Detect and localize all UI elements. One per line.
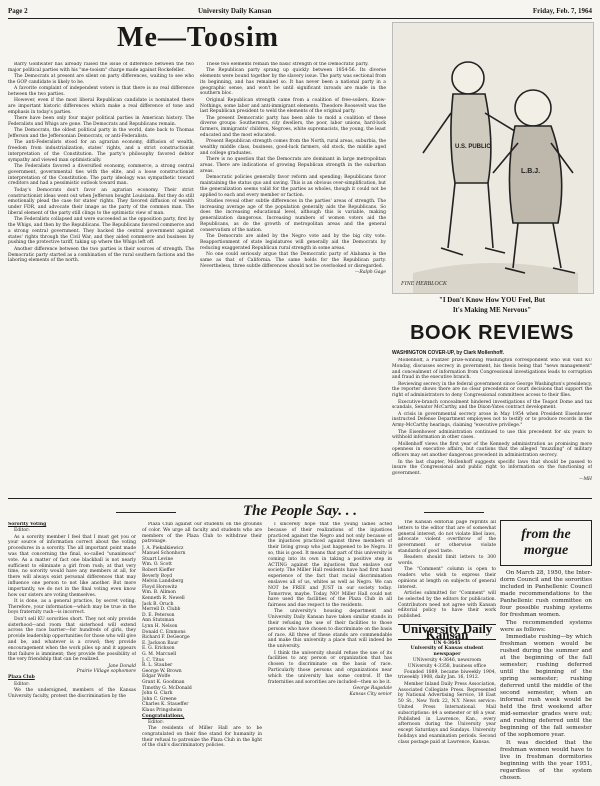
paragraph: A crisis in governmental secrecy arose in May 1954 when President Eisenhower instructed Defense Department employees not to testify or to produce records in the Army-McCarthy hearings, claiming "executive privilege." [392,411,592,429]
paragraph: Present Republican strength comes from the North, rural areas, suburbia, the wealthy middle class, business, good-luck farmers, old stock, the middle aged and college graduates. [200,139,386,156]
paper-name: University Daily Kansan [198,7,272,15]
paragraph: Barry Goldwater has already raised the issue of difference between the two major political parties with his "me-tooism" charge made against Rockefeller. [8,62,194,73]
signatory-name: D. E. Peterson [142,612,175,618]
paragraph: On March 28, 1950, the Inter-dorm Council and the sororities included in Panhellenic Council made recommendations to the Panhellenic rush committee on four possible rushing systems for freshman women. [500,570,592,618]
letters-col1 [8,522,136,782]
signatory-name: John G. Clark [142,691,173,697]
signatory-name: Robert Kieffer [142,568,175,574]
signatory-name: Jack B. Oruch [142,601,174,607]
paragraph: In the last chapter, Mollenhoff suggests specific laws that should be passed to insure the Congressional and public right to information on the functioning of government. [392,459,592,477]
phone-newsroom: UNiversity 4-3646, newsroom [412,658,482,664]
cartoon-caption [392,295,592,315]
section-divider [8,498,592,499]
paragraph: The Federalists favored a diversified economy, commerce, a strong central government, governmental ties with the elite, and a loose constructionist interpretation of the Constitution. The party ideology was sympathetic toward creditors and had a pessimistic outlook toward man. [8,164,194,187]
signatory-name: Grant K. Goodman [142,679,185,685]
paragraph: Another difference between the two parties is their sources of strength. The Democratic party started as a combination of the rural southern factions and the laboring elements of the north. [8,246,194,264]
signatory-name: Stuart Levine [142,556,174,562]
paragraph: There is no question that the Democrats are dominant in large metropolitan areas. There are indications of growing Republican strength in the suburban areas. [200,157,386,174]
signatory-name: E. Jackson Baur [142,640,179,646]
signatory-name: Edgar Wolfe [142,674,171,680]
signatory-name: Charles K. Staueffer [142,702,189,708]
editorial-cartoon [392,22,594,294]
paragraph: As a sorority member I feel that I must get you or your source of information correct about the voting procedures in a sorority. The all important point made was that concerning the final, so-called "unanimous" vote. As a matter of fact one blackball is not nearly sufficient to eliminate a girl from rush; at that very time, no sorority would have any members at all, for there will always exist personal differences that may influence one person to not like another. But more importantly, we do not in the final voting even know how our sisters are voting themselves. [8,534,136,598]
letter-heading: Sorority Voting [8,522,47,527]
letter-salutation: Editor: [148,719,164,725]
paragraph: The Eisenhower administration continued to use this precedent for six years to withhold information in other cases. [392,429,592,441]
paragraph: Immediate rushing—by which freshman women would be rushed during the summer and at the beginning of the fall semester; rushing deferred until the beginning of the spring semester; rushing deferred until the middle of the second semester, when an informal rush week would be held the first weekend after mid-semester grades were out; and rushing deferred until the beginning of the fall semester of the sophomore year. [500,634,592,738]
letter-salutation: Editor: [14,528,30,534]
paragraph: Reviewing secrecy in the federal government since George Washington's presidency, the reporter shows there are no clear precedents or court decisions that support the right of administrators to deny Congressional committees access to their files. [392,381,592,399]
signatory-name: Ann Stutsman [142,618,175,624]
kansan-logo: University Daily Kansan [398,624,496,640]
paragraph: Plaza Club against our students on the grounds of color. We urge all faculty and students who are members of the Plaza Club to withdraw their patronage. [142,522,262,545]
paragraph: These two elements remain the basic strength of the Democratic party. [206,62,369,67]
paragraph: The anti-Federalists stood for an agrarian economy, diffusion of wealth, freedom from industrialization, states' rights, and a strict constructionist interpretation of the Constitution. The party's philosophy favored debtor sympathy and viewed man optimistically. [8,140,194,163]
paragraph: Studies reveal other subtle differences in the parties' areas of strength. The increasing average age of the population generally aids the Republicans. So does the increasing educational level, although this is variable, making generalization dangerous. Increasing numbers of women voters aid the Republicans, as do the growth of metropolitan areas and the general conservatism of the nation. [200,198,386,233]
phone: UN 4-3645 [433,640,461,646]
paragraph: The residents of Miller Hall are to be congratulated on their fine stand for humanity in their refusal to patronize the Plaza Club in the light of the club's discriminatory policies. [142,726,262,749]
signatory-name: Donald C. Emmons [142,629,186,635]
signatory-name: Manuel Schonhorn [142,551,186,557]
caption-line: "I Don't Know How YOU Feel, But [438,296,546,304]
morgue-title: from the morgue [500,520,592,566]
issue-date: Friday, Feb. 7, 1964 [532,7,592,15]
paragraph: We the undersigned, members of the Kansas University faculty, protest the discrimination by the [8,687,136,699]
book-reviews-title: BOOK REVIEWS [410,322,574,344]
signatory-name: Klaus Pringsheim [142,707,183,713]
signatory-name: Richard F. DeGeorge [142,635,190,641]
phone-business: UNiversity 4-3358, business office [407,663,487,669]
paragraph: The Democrats, the oldest political party in the world, date back to Thomas Jefferson and the Jeffersonian Democrats, or anti-Federalists. [8,128,194,140]
letters-col3 [268,522,392,782]
letter-heading: Plaza Club [8,675,35,681]
editorial-signature: —Ralph Gage [354,269,386,275]
policy-box [398,520,496,782]
paragraph: The Democrats at present are silent on party differences, waiting to see who the GOP candidate is likely to be. [8,74,194,85]
paragraph: However, even if the most liberal Republican candidate is nominated there are important historic differences which make a real difference of tone and emphasis in today's parties. [8,98,194,115]
signatory-name: E. G. Erickson [142,646,175,652]
paragraph: The university's housing department and University Daily Kansan have taken similar stands in their refusing the use of their facilities to those persons who have chosen to discriminate on the basis of race. All three of these stands are commendable and make this university a place that will indeed be the university. [268,609,392,650]
page-number: Page 2 [8,7,28,15]
signatory-name: G. M. Marcuell [142,651,177,657]
paragraph: The Democrats are aided by the Negro vote and by the big city vote. Reapportionment of state legislatures will generally aid the Democrats by reducing exaggerated Republican rural strength in some areas. [200,234,386,251]
paragraph: The Republican party sprang up quickly between 1854-56. Its diverse elements were bound together by the slavery issue. The party was sectional from its beginning, and has remained so. It has never been a national party in a geographic sense, and won't be until significant inroads are made in the southern bloc. [200,68,386,97]
paragraph: It was decided that the freshman women would have to live in freshman dormitories beginning with the year 1951, regardless of the system chosen. [500,739,592,781]
paragraph: It is done, as a general practice, by secret voting. Therefore, your information—which may be true in the boys fraternity rush—is incorrect. [8,598,136,616]
letter-signature: George Ragsdale [352,685,392,691]
paragraph: I think the university should refuse the use of its facilities to any person or organization that has chosen to discriminate on the basis of race. Particularly those persons and organizations near which the university has some control. If the fraternities and sororities are included—then so be it. [268,650,392,685]
letter-signature-title: Prairie Village sophomore [76,669,136,675]
paragraph: There have been only four major political parties in American history. The Federalists and Whigs are gone. The Democrats and Republicans remain. [8,116,194,127]
signatory-name: J. C. Titus [142,657,164,663]
signatory-name: J. A. Piekalkiewicz [142,545,184,551]
signatory-name: Melvin Landsberg [142,579,184,585]
signatory-name: Merrell D. Clubb [142,607,181,613]
signatory-name: Wm. O. Scott [142,562,172,568]
signatory-name: John C. Greene [142,696,177,702]
book-review-signature: —MH [578,477,592,483]
paragraph: Articles submitted for "Comment" will be selected by the editors for publication. Contributors need not agree with Kansan editorial policy to have their work published. [398,591,496,620]
letter-signature: Jane Donald [108,663,136,669]
paragraph: Executive-branch concealment hindered investigations of the Teapot Dome and tax scandals, Senator McCarthy, and the Dixon-Yates contract development. [392,399,592,411]
paragraph: Don't sell KU sororities short. They not only provide sisterhood—and room that sisterhood will extend across the race barrier—for hundreds of girls, they provide leadership opportunities for those who will give and be, and whatever is a crowd; they provide encouragement when the work piles up and it appears that failure is imminent; they provide the possibility of the very friendship that can be realized. [8,616,136,663]
letters-col2 [142,522,262,782]
signatory-name: Timothy G. McDonald [142,685,192,691]
letter-salutation: Editor: [14,681,30,687]
founded: Founded 1889, became biweekly 1904, triweekly 1908, daily Jan. 16, 1912. [398,669,496,681]
paragraph: The present Democratic party has been able to mold a coalition of these diverse groups: Southerners, city dwellers, the poor, labor unions, hard-luck farmers, immigrants' children, Negroes, white supremacists, the young, the least educated and the most educated. [200,115,386,139]
editorial-col1 [8,62,194,494]
signatory-name: George W. Brown [142,668,182,674]
cartoon-drawing [393,23,593,293]
paragraph: The Kansan editorial page reprints all letters to the editor that are of somewhat general interest, do not violate libel laws, advocate violent overthrow of the government or otherwise violate standards of good taste. [398,520,496,554]
signatory-name: Beverly Boyd [142,573,173,579]
paragraph: The recommended systems were as follows: [500,619,592,633]
owner: University of Kansas student newspaper [410,646,484,658]
letter-heading: Congratulations, [142,713,185,719]
letter-signature-title: Kansas City senior [349,691,392,697]
paragraph: Readers should limit letters to 300 words. [398,555,496,567]
paragraph: The "Comment" column is open to readers who wish to express their opinions at length on subjects of general interest. [398,567,496,590]
cartoon-label: L.B.J. [521,168,541,175]
paragraph: Mollenhoff views the first year of the Kennedy administration as promising more openness in executive affairs, but cautions that the alleged "muzzling" of military officers may set another dangerous precedent in administration secrecy. [392,441,592,459]
editorial-col2 [200,62,386,494]
cartoon-label: U.S. PUBLIC [455,144,491,150]
paragraph: No one could seriously argue that the Democratic party of Alabama is the same as that of California. The same holds for the Republican party. Nevertheless, three subtle differences should not be overlooked or disregarded. [200,252,386,269]
book-review-body [392,358,592,494]
paragraph: Mollenhoff, a Pulitzer prize-winning Washington correspondent who will visit KU Monday, discusses secrecy in government, his thesis being that "news management" and concealment of information from Congressional investigations leads to corruption and fraud in the executive branch. [392,358,592,381]
cartoon-signature: FINE HERBLOCK [401,281,447,287]
from-the-morgue [500,520,592,782]
paragraph: Today's Democrats don't favor an agrarian economy. Their strict constructionist ideas went out when Jefferson bought Louisiana. But they do still emotionally plead the case for states' rights. They favored diffusion of wealth under FDR, and advocate their image as the party of the common man. The liberal element of the party still clings to the optimistic view of man. [8,187,194,216]
paragraph: The Federalists collapsed and were succeeded as the opposition party, first by the Whigs, and then by the Republicans. The Republicans favored commerce and a strong central government. They backed the central government against states' rights through the Civil War, and they aided commerce and business by pushing the protective tariff, taking up where the Whigs left off. [8,217,194,246]
signatory-name: Floyd Horowitz [142,584,178,590]
book-review-heading: WASHINGTON COVER-UP, by Clark Mollenhoff. [392,350,505,356]
signatory-name: Kenneth R. Newell [142,596,185,602]
editorial-title: Me—Toosim [117,22,279,53]
paragraph: I sincerely hope that the young ladies acted because of their realizations of the injustices practiced against the Negro and not only because of the injustices practiced against three members of their living group who just happened to be Negro. If so, this is good. It means that part of this university is coming into its own in taking a positive step in ACTING against the injustices that enslave our society. The Miller Hall residents have had first hand experience of the fact that racial discrimination enslaves all of us, whites as well as Negro. We can NOT be FREE and JUST in our society today. Tomorrow, maybe. Today, NO! Miller Hall could not have used the facilities of the Plaza Club in all fairness and due respect to the residents. [268,522,392,609]
signatory-name: Wm. B. Allmon [142,590,176,596]
paragraph: A favorite complaint of independent voters is that there is no real difference between the two parties. [8,86,194,97]
caption-line: It's Making ME Nervous" [452,306,532,314]
morgue-body [500,570,592,786]
signatory-list [142,546,262,714]
paragraph: Original Republican strength came from a coalition of free-soilers, Know-Nothings, some labor and anti-immigrant elements. Theodore Roosevelt was the last Republican president to weld the elements of the original party. [200,97,386,115]
people-say-title: The People Say. . . [180,503,420,520]
membership: Member Inland Daily Press Association, Associated Collegiate Press. Represented by National Advertising Service, 18 East 50 St., New York 22, N.Y. News service: United Press International. Mail subscriptions: $4 a semester or $8 a year. Published in Lawrence, Kan., every afternoon during the University year except Saturdays and Sundays. University holidays and examination periods. Second class postage paid at Lawrence, Kansas. [398,681,496,745]
masthead [8,6,592,19]
paragraph: Democratic policies generally favor reform and spending; Republicans favor maintaining the status quo and saving. This is an obvious over-simplification, but the generalization seems valid for the parties as wholes, though it could not be applied to each and every member or faction. [200,175,386,198]
signatory-name: R. L. Stauber [142,663,173,669]
signatory-name: Lynn H. Nelson [142,624,178,629]
